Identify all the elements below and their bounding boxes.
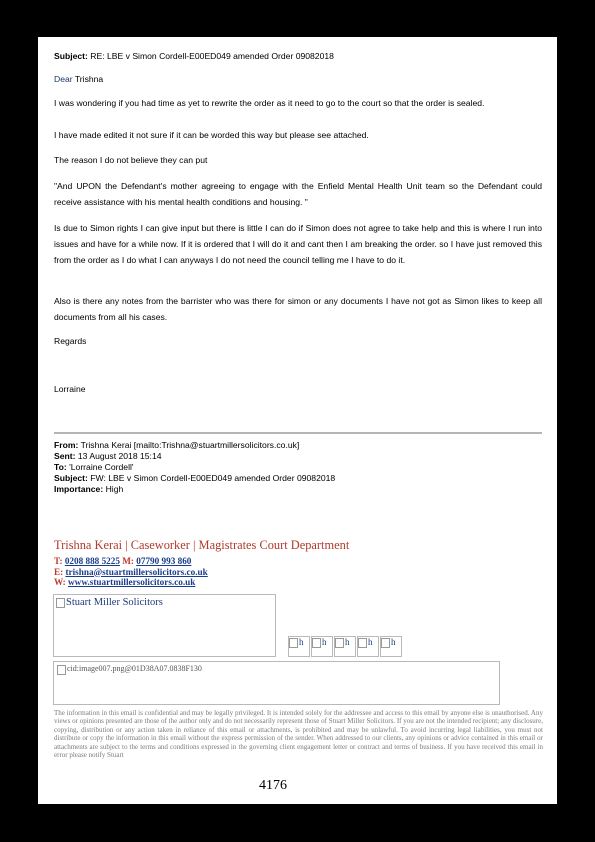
- company-logo-placeholder[interactable]: [53, 594, 276, 657]
- quoted-sent: Sent: 13 August 2018 15:14: [54, 451, 162, 461]
- sender-contact: [54, 556, 208, 588]
- broken-image-icon: [289, 638, 298, 648]
- quoted-subject: Subject: FW: LBE v Simon Cordell-E00ED049 amended Order 09082018: [54, 473, 336, 483]
- broken-image-icon: [56, 598, 65, 608]
- email-link[interactable]: trishna@stuartmillersolicitors.co.uk: [65, 566, 208, 577]
- page-number: 4176: [259, 778, 287, 793]
- email-closing: Regards: [54, 336, 87, 346]
- broken-image-icon: [335, 638, 344, 648]
- quoted-importance: Importance: High: [54, 484, 124, 494]
- email-paragraph-1: I was wondering if you had time as yet to rewrite the order as it need to go to the court so that the order is sealed.: [54, 98, 485, 108]
- social-icon-3[interactable]: h: [334, 636, 356, 657]
- email-paragraph-4: Is due to Simon rights I can give input but there is little I can do if Simon does not agree to take help and this is where I run into issues and have for a while now. If it is ordered that I will do it and cant then I am breaking the order. so I have just removed this from the order as I do what I can anyways I do not need the council telling me I have to do it.: [54, 223, 542, 265]
- website-link[interactable]: www.stuartmillersolicitors.co.uk: [68, 577, 196, 587]
- email-paragraph-3: The reason I do not believe they can put: [54, 155, 208, 165]
- sender-title: Trishna Kerai | Caseworker | Magistrates Court Department: [54, 538, 350, 552]
- banner-image-placeholder: [53, 661, 500, 705]
- quoted-from: From: Trishna Kerai [mailto:Trishna@stuartmillersolicitors.co.uk]: [54, 440, 300, 450]
- email-quote: "And UPON the Defendant's mother agreeing to engage with the Enfield Mental Health Unit team so the Defendant could receive assistance with his mental health conditions and housing. ": [54, 181, 542, 207]
- quoted-to: To: 'Lorraine Cordell': [54, 462, 134, 472]
- document-page: [38, 37, 557, 804]
- email-subject: Subject: RE: LBE v Simon Cordell-E00ED049 amended Order 09082018: [54, 51, 334, 61]
- broken-image-icon: [381, 638, 390, 648]
- divider: [54, 432, 542, 434]
- broken-image-icon: [312, 638, 321, 648]
- phone-link[interactable]: 0208 888 5225: [64, 556, 120, 566]
- mobile-link[interactable]: 07790 993 860: [136, 556, 192, 566]
- sender-phone-line: T: 0208 888 5225 M: 07790 993 860: [54, 556, 192, 566]
- email-greeting: Dear Trishna: [54, 74, 104, 84]
- email-paragraph-5: Also is there any notes from the barrister who was there for simon or any documents I have not got as Simon likes to keep all documents from all his cases.: [54, 296, 542, 322]
- logo-alt-text: Stuart Miller Solicitors: [66, 597, 163, 608]
- social-icon-4[interactable]: h: [357, 636, 379, 657]
- email-paragraph-2: I have made edited it not sure if it can be worded this way but please see attached.: [54, 130, 369, 140]
- email-signature: Lorraine: [54, 384, 86, 394]
- email-disclaimer: The information in this email is confidential and may be legally privileged. It is intended solely for the addressee and access to this email by anyone else is unauthorised. Any views or opinions presented are those of the author only and do not necessarily represent those of Stuart Miller Solicitors. If you are not the intended recipient; any disclosure, copying, distribution or any action taken in reliance of this email or attachments, is prohibited and may be unlawful. To avoid incurring legal liabilities, you must not distribute or copy the information in this email without the express permission of the sender. When addressed to our clients, any opinions or advice contained in this email or attachments are subject to the terms and conditions expressed in the governing client engagement letter or contract and terms of business. If you have received this email in error please notify Stuart: [54, 709, 543, 760]
- social-icon-1[interactable]: h: [288, 636, 310, 657]
- sender-web-line: W: www.stuartmillersolicitors.co.uk: [54, 577, 196, 587]
- banner-alt-text: cid:image007.png@01D38A07.0838F130: [67, 664, 202, 673]
- quoted-header: [54, 440, 335, 495]
- social-icon-2[interactable]: h: [311, 636, 333, 657]
- social-icon-5[interactable]: h: [380, 636, 402, 657]
- sender-email-line: E: trishna@stuartmillersolicitors.co.uk: [54, 566, 208, 577]
- broken-image-icon: [57, 665, 66, 675]
- broken-image-icon: [358, 638, 367, 648]
